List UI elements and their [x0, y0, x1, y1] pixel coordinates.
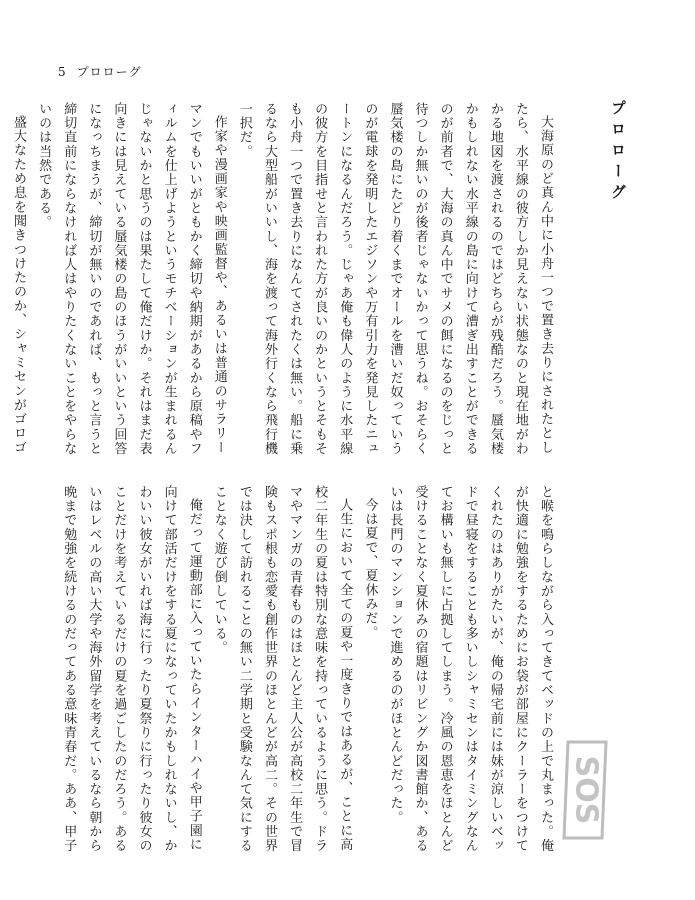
paragraph: 俺だって運動部に入っていたらインターハイや甲子園に向けて部活だけをする夏になっていたかもしれないし、かわいい彼女がいれば海に行ったり夏祭りに行ったり彼女のことだけを考えているだけの夏を過ごしたのだろう。あるいはレベルの高い大学や海外留学を考えているなら朝から晩まで勉強を続けるのだってある意味青春だ。ああ、甲子 [61, 485, 202, 853]
page-number: 5 [58, 65, 67, 79]
paragraph: 作家や漫画家や映画監督や、あるいは普通のサラリーマンでもいいがともかく締切や納期があるから原稿やフィルムを仕上げようというモチベーションが生まれるんじゃないかと思うのは果たして俺だけか。それはまだ表向きには見えている蜃気楼の島のほうがいいという回答になっちまうが、締切が無いのであれば、もっと言うと締切直前にならなければ人はやりたくないことをやらないのは当然である。 [36, 102, 227, 456]
paragraph: 人生において全ての夏や一度きりではあるが、ことに高校二年生の夏は特別な意味を持っているように思う。ドラマやマンガの青春ものはほとんど主人公が高校二年生で冒険もスポ根も恋愛も創作世界のほとんどが高二。その世界では決して訪れることの無い二学期と受験なんて気にすることなく遊び倒している。 [211, 485, 353, 853]
chapter-title: プロローグ [609, 100, 627, 205]
paragraph: 今は夏で、夏休みだ。 [362, 498, 378, 640]
page-header [58, 63, 142, 80]
paragraph: 盛大なため息を聞きつけたのか、シャミセンがゴロゴ [11, 115, 27, 455]
sos-watermark-logo [560, 740, 610, 840]
running-header-title: プロローグ [76, 65, 142, 79]
watermark-text: SOS [568, 755, 604, 825]
paragraph: 大海原のど真ん中に小舟一つで置き去りにされたとしたら、水平線の彼方しか見えない状態なのと現在地がわかる地図を渡されるのではどちらが残酷だろう。蜃気楼かもしれない水平線の島に向けて漕ぎ出すことができるのが前者で、大海の真ん中でサメの餌になるのをじっと待つしか無いのが後者じゃないかって思うね。おそらく蜃気楼の島にたどり着くまでオールを漕いだ奴っていうのが電球を発明したエジソンや万有引力を発見したニュートンになるんだろう。じゃあ俺も偉人のように水平線の彼方を目指せと言われた方が良いのかというとそもそも小舟一つで置き去りになんてされたくは無い。船に乗るなら大型船がいいし、海を渡って海外行くなら飛行機一択だ。 [236, 102, 553, 456]
upper-text-block [11, 102, 558, 466]
paragraph: と喉を鳴らしながら入ってきてベッドの上で丸まった。俺が快適に勉強をするためにお袋が部屋にクーラーをつけてくれたのはありがたいが、俺の帰宅前には妹が涼しいベッドで昼寝をすることも多いしシャミセンはタイミングなんてお構いも無しに占拠してしまう。冷風の恩恵をほとんど受けることなく夏休みの宿題はリビングか図書館か、あるいは長門のマンションで進めるのがほとんどだった。 [387, 485, 553, 853]
lower-text-block [53, 485, 558, 859]
